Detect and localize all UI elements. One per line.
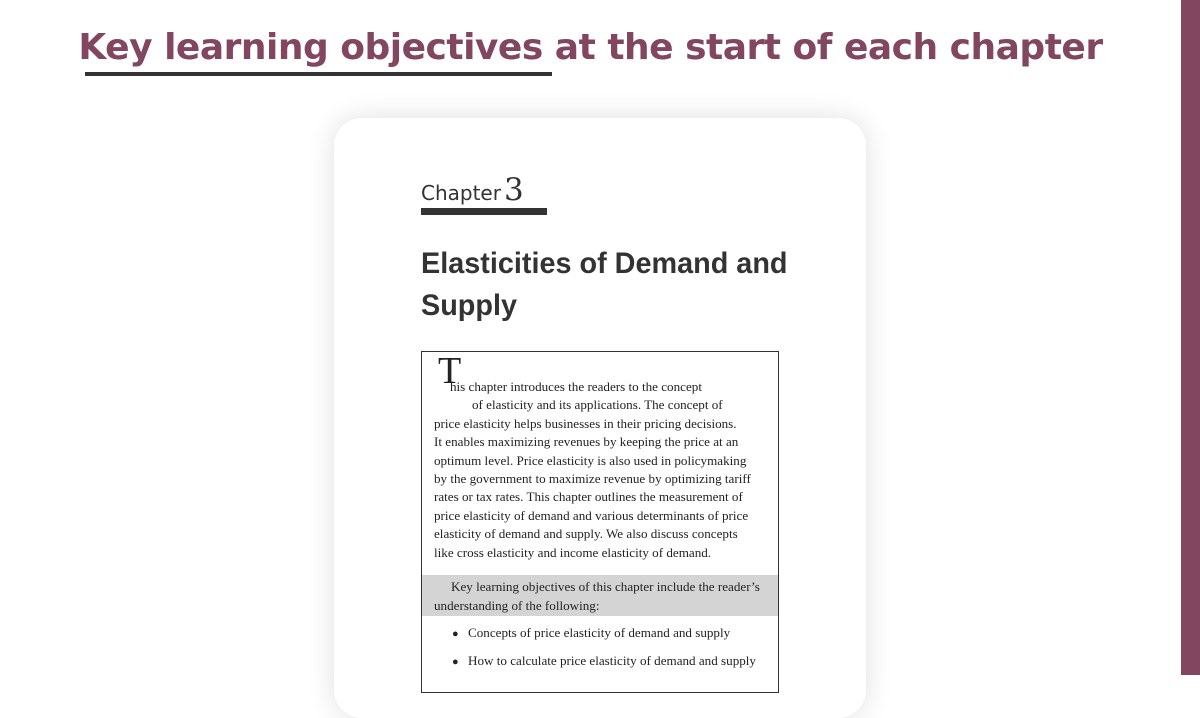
bullet-icon: ● — [452, 656, 459, 668]
chapter-label — [421, 172, 524, 208]
objectives-intro-line-2: understanding of the following: — [434, 597, 600, 613]
list-item — [452, 652, 756, 671]
slide-heading-underlined: Key learning objectives — [78, 27, 543, 68]
chapter-number: 3 — [503, 172, 524, 208]
intro-line: price elasticity helps businesses in their pricing decisions. — [434, 415, 737, 431]
intro-line: of elasticity and its applications. The concept of — [472, 397, 723, 413]
bullet-icon: ● — [452, 628, 459, 640]
objectives-intro-line-1: Key learning objectives of this chapter include the reader’s — [451, 579, 760, 594]
intro-line: rates or tax rates. This chapter outlines the measurement of — [434, 489, 743, 505]
chapter-rule — [421, 208, 547, 215]
objectives-highlight-band — [422, 575, 778, 616]
objectives-intro — [434, 578, 774, 615]
chapter-title-line-2: Supply — [421, 289, 518, 322]
objective-text: How to calculate price elasticity of demand and supply — [468, 653, 756, 668]
list-item — [452, 624, 756, 643]
intro-line: elasticity of demand and supply. We also discuss concepts — [434, 526, 738, 542]
objective-text: Concepts of price elasticity of demand and supply — [468, 625, 731, 640]
intro-line: his chapter introduces the readers to the concept — [450, 379, 702, 394]
accent-sidebar-bar — [1181, 0, 1200, 675]
intro-line: It enables maximizing revenues by keeping the price at an — [434, 434, 739, 450]
intro-paragraph — [434, 378, 768, 562]
chapter-title-line-1: Elasticities of Demand and — [421, 247, 788, 280]
intro-line: by the government to maximize revenue by optimizing tariff — [434, 471, 751, 487]
intro-line: like cross elasticity and income elasticity of demand. — [434, 544, 712, 560]
objectives-list — [452, 624, 756, 680]
chapter-summary-box — [421, 351, 779, 693]
chapter-word: Chapter — [421, 181, 501, 205]
drop-cap: T — [438, 350, 462, 392]
intro-line: price elasticity of demand and various determinants of price — [434, 507, 749, 523]
slide-heading — [0, 18, 1181, 78]
heading-underline — [85, 72, 552, 76]
intro-line: optimum level. Price elasticity is also used in policymaking — [434, 452, 747, 468]
chapter-title — [421, 243, 805, 327]
slide-heading-rest: at the start of each chapter — [542, 27, 1103, 68]
